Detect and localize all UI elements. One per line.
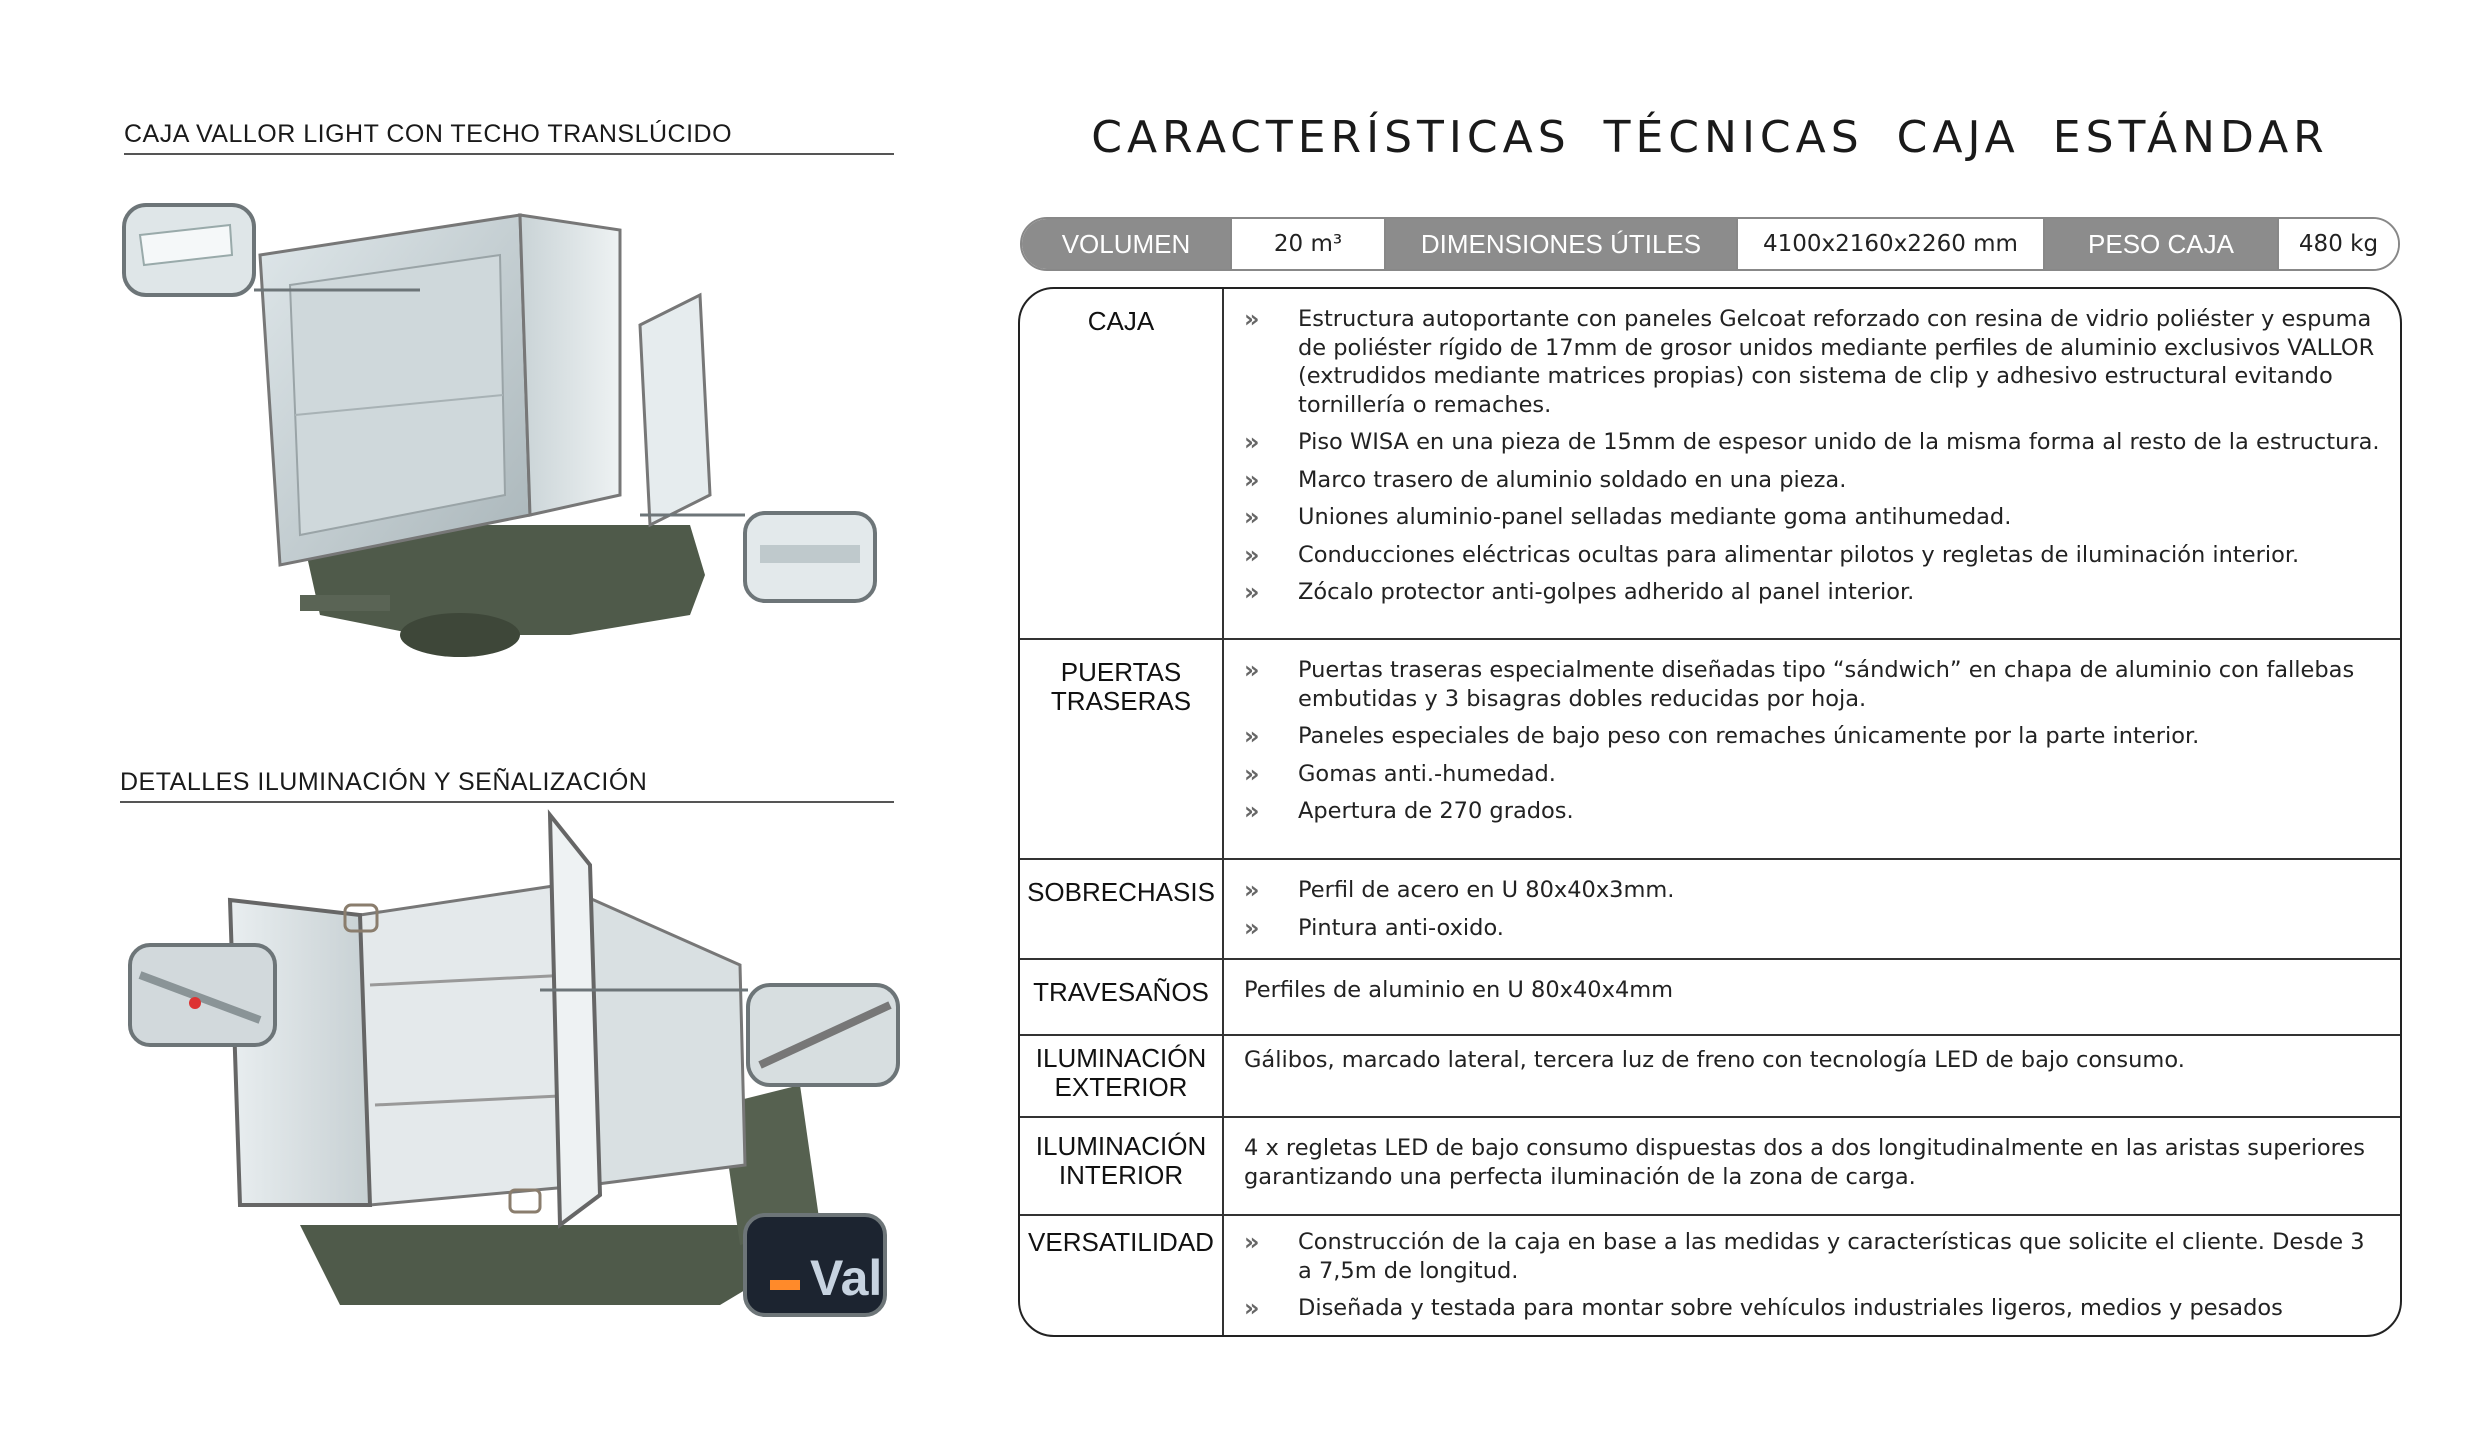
list-item: » Estructura autoportante con paneles Gelcoat reforzado con resina de vidrio poliéster y espuma de poliéster rígido de 17mm de grosor unidos mediante perfiles de aluminio exclusivos VALLOR (extrudidos mediante matrices propias) con sistema de clip y adhesivo estructural evitando tornillería o remaches. (1244, 305, 2375, 418)
double-chevron-icon: » (1244, 540, 1254, 569)
list-item: » Conducciones eléctricas ocultas para alimentar pilotos y regletas de iluminación interior. (1244, 540, 2300, 569)
table-row-travesanos (1020, 960, 2400, 1036)
list-item: » Perfil de acero en U 80x40x3mm. (1244, 876, 1675, 904)
table-row-puertas-traseras (1020, 640, 2400, 860)
weight-label: PESO CAJA (2045, 219, 2277, 269)
double-chevron-icon: » (1244, 503, 1254, 531)
volume-label: VOLUMEN (1022, 219, 1230, 269)
list-item: » Diseñada y testada para montar sobre vehículos industriales ligeros, medios y pesados (1244, 1294, 2283, 1322)
row-label: ILUMINACIÓN INTERIOR (1020, 1118, 1224, 1214)
double-chevron-icon: » (1244, 305, 1254, 333)
specifications-table (1018, 287, 2402, 1337)
double-chevron-icon: » (1244, 428, 1254, 456)
list-item: » Uniones aluminio-panel selladas mediante goma antihumedad. (1244, 503, 2012, 531)
table-row-sobrechasis (1020, 860, 2400, 960)
table-row-iluminacion-interior (1020, 1118, 2400, 1216)
list-item: » Piso WISA en una pieza de 15mm de espesor unido de la misma forma al resto de la estructura. (1244, 428, 2380, 456)
row-text: 4 x regletas LED de bajo consumo dispuestas dos a dos longitudinalmente en las aristas superiores garantizando una perfecta iluminación de la zona de carga. (1244, 1135, 2365, 1190)
double-chevron-icon: » (1244, 465, 1254, 494)
section-title-lighting-details: DETALLES ILUMINACIÓN Y SEÑALIZACIÓN (120, 768, 894, 803)
row-label: SOBRECHASIS (1020, 860, 1224, 958)
volume-value: 20 m³ (1230, 219, 1386, 269)
row-text: Perfiles de aluminio en U 80x40x4mm (1244, 977, 1674, 1003)
double-chevron-icon: » (1244, 578, 1254, 606)
table-row-versatilidad (1020, 1216, 2400, 1335)
weight-value: 480 kg (2277, 219, 2398, 269)
double-chevron-icon: » (1244, 1294, 1254, 1322)
truck-box-translucent-roof-image (120, 195, 890, 665)
vallor-logo-text: Val (810, 1250, 883, 1306)
row-label: TRAVESAÑOS (1020, 960, 1224, 1034)
double-chevron-icon: » (1244, 876, 1254, 904)
row-label: CAJA (1020, 289, 1224, 638)
double-chevron-icon: » (1244, 1228, 1254, 1256)
list-item: » Gomas anti.-humedad. (1244, 759, 1556, 788)
double-chevron-icon: » (1244, 797, 1254, 825)
page-title: CARACTERÍSTICAS TÉCNICAS CAJA ESTÁNDAR (1091, 112, 2329, 163)
spec-summary-bar (1020, 217, 2400, 271)
dimensions-label: DIMENSIONES ÚTILES (1386, 219, 1736, 269)
row-label: ILUMINACIÓN EXTERIOR (1020, 1036, 1224, 1116)
table-row-caja (1020, 289, 2400, 640)
truck-box-lighting-image (120, 805, 900, 1325)
row-label: PUERTAS TRASERAS (1020, 640, 1224, 858)
double-chevron-icon: » (1244, 722, 1254, 750)
list-item: » Construcción de la caja en base a las medidas y características que solicite el cliente. Desde 3 a 7,5m de longitud. (1244, 1228, 2365, 1284)
section-title-translucent-roof: CAJA VALLOR LIGHT CON TECHO TRANSLÚCIDO (124, 120, 894, 155)
row-label: VERSATILIDAD (1020, 1216, 1224, 1335)
list-item: » Paneles especiales de bajo peso con remaches únicamente por la parte interior. (1244, 722, 2200, 750)
list-item: » Puertas traseras especialmente diseñadas tipo “sándwich” en chapa de aluminio con fallebas embutidas y 3 bisagras dobles reducidas por hoja. (1244, 656, 2355, 712)
list-item: » Marco trasero de aluminio soldado en una pieza. (1244, 465, 1847, 494)
list-item: » Apertura de 270 grados. (1244, 797, 1574, 825)
table-row-iluminacion-exterior (1020, 1036, 2400, 1118)
double-chevron-icon: » (1244, 913, 1254, 942)
double-chevron-icon: » (1244, 656, 1254, 684)
double-chevron-icon: » (1244, 759, 1254, 788)
dimensions-value: 4100x2160x2260 mm (1736, 219, 2045, 269)
row-text: Gálibos, marcado lateral, tercera luz de freno con tecnología LED de bajo consumo. (1244, 1047, 2185, 1073)
list-item: » Zócalo protector anti-golpes adherido al panel interior. (1244, 578, 1915, 606)
list-item: » Pintura anti-oxido. (1244, 913, 1504, 942)
